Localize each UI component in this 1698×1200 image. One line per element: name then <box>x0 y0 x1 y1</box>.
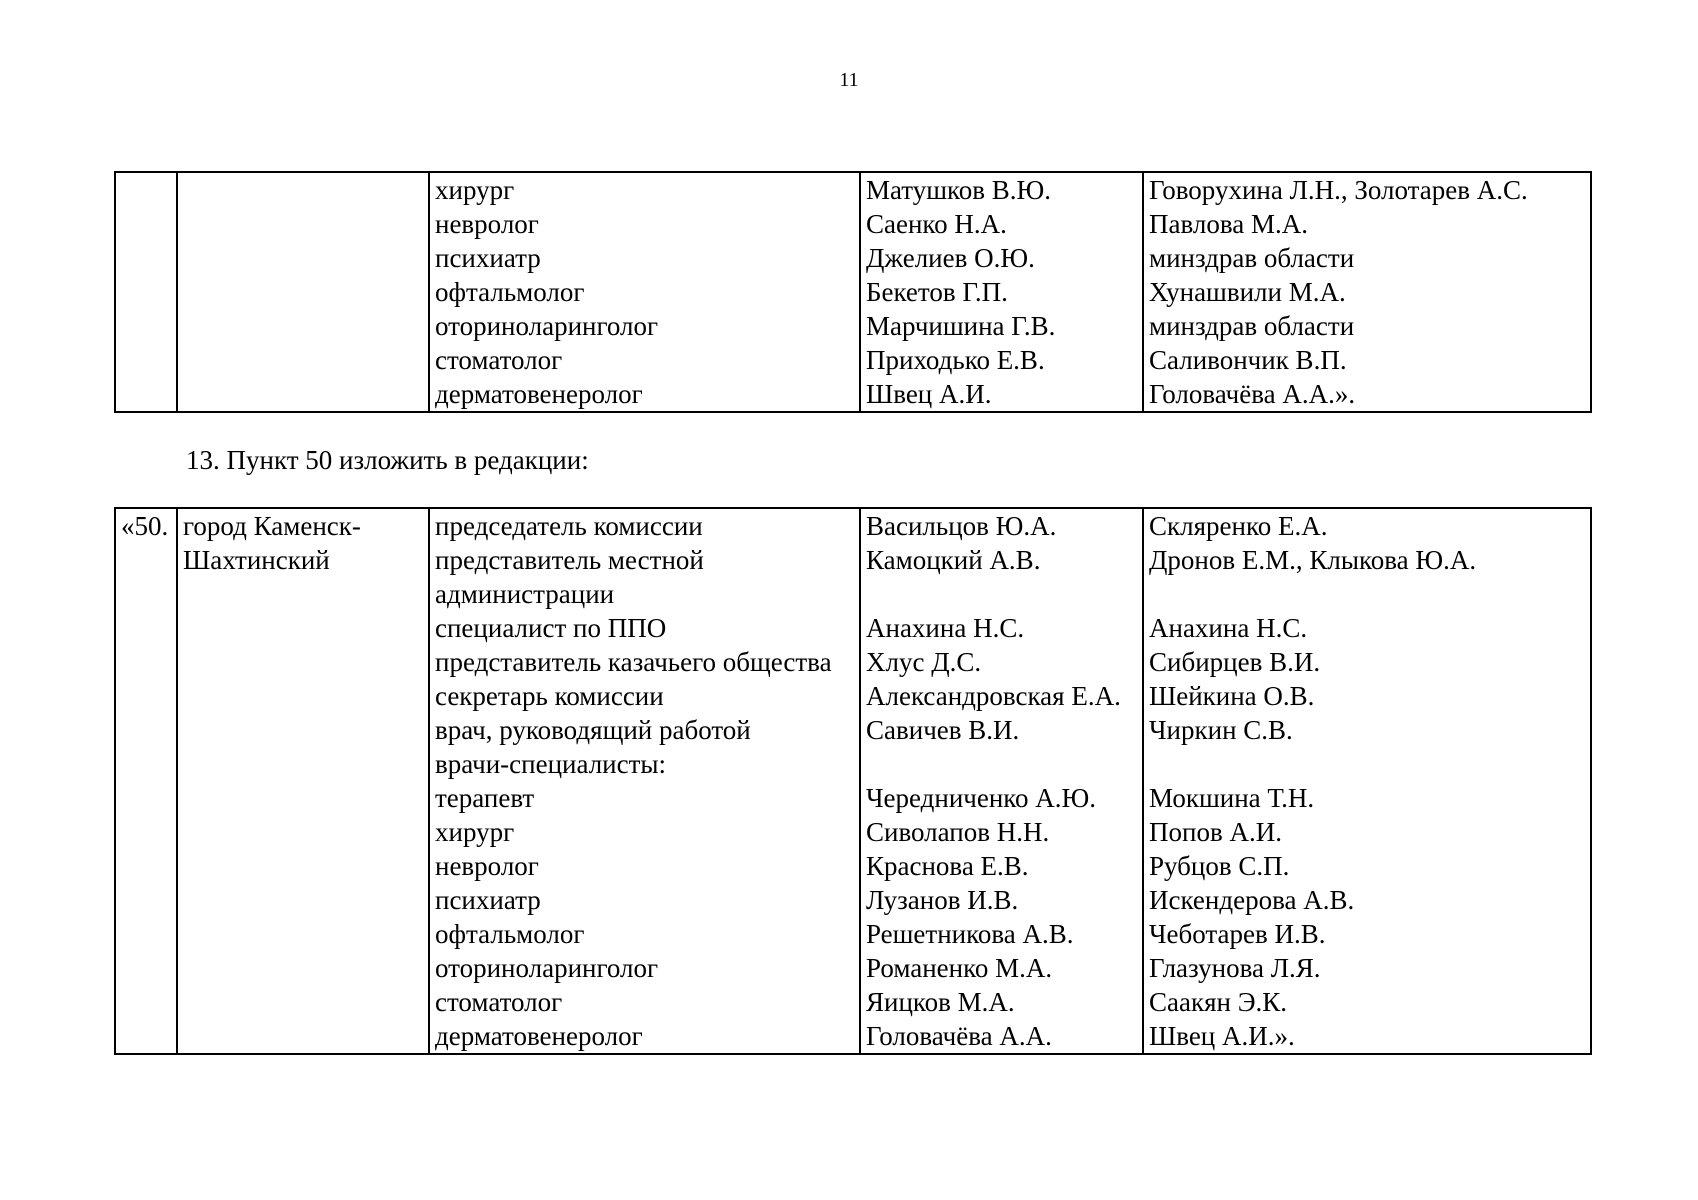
reserve-neurologist: Рубцов С.П. <box>1149 851 1290 881</box>
role-chair: председатель комиссии <box>435 511 703 541</box>
member-ophthalmologist: Решетникова А.В. <box>866 919 1074 949</box>
member-dermatologist: Головачёва А.А. <box>866 1021 1052 1051</box>
table-row <box>115 508 1591 1054</box>
city-name-line: Шахтинский <box>183 545 330 575</box>
reserve-psychiatrist: Искендерова А.В. <box>1149 885 1355 915</box>
number-cell <box>115 508 177 1054</box>
list-item: офтальмолог <box>435 277 585 307</box>
role-cossack: представитель казачьего общества <box>435 647 832 677</box>
reserve-ent: Глазунова Л.Я. <box>1149 953 1321 983</box>
list-item: Бекетов Г.П. <box>866 277 1008 307</box>
spacer <box>1149 747 1585 781</box>
role-surgeon: хирург <box>435 817 515 847</box>
paragraph-13: 13. Пункт 50 изложить в редакции: <box>186 445 589 475</box>
role-psychiatrist: психиатр <box>435 885 541 915</box>
list-item: хирург <box>435 175 515 205</box>
list-item: Матушков В.Ю. <box>866 175 1052 205</box>
role-dermatologist: дерматовенеролог <box>435 1021 643 1051</box>
role-therapist: терапевт <box>435 783 535 813</box>
reserve-dermatologist: Швец А.И.». <box>1149 1021 1295 1051</box>
list-item: минздрав области <box>1149 243 1355 273</box>
role-doctor-lead: врач, руководящий работой <box>435 715 751 745</box>
list-item: Швец А.И. <box>866 379 992 409</box>
member-chair: Васильцов Ю.А. <box>866 511 1057 541</box>
list-item: Марчишина Г.В. <box>866 311 1056 341</box>
list-item: Саливончик В.П. <box>1149 345 1347 375</box>
spacer <box>866 577 1137 611</box>
reserve-ophthalmologist: Чеботарев И.В. <box>1149 919 1326 949</box>
member-cell <box>860 508 1143 1054</box>
member-admin: Камоцкий А.В. <box>866 545 1041 575</box>
role-admin: представитель местной <box>435 545 704 575</box>
member-cossack: Хлус Д.С. <box>866 647 982 677</box>
role-neurologist: невролог <box>435 851 539 881</box>
table-row <box>115 172 1591 412</box>
spacer <box>866 747 1137 781</box>
list-item: Павлова М.А. <box>1149 209 1308 239</box>
reserve-chair: Скляренко Е.А. <box>1149 511 1328 541</box>
city-cell <box>177 172 429 412</box>
list-item: оториноларинголог <box>435 311 659 341</box>
city-name-line: город Каменск- <box>183 511 361 541</box>
member-ppo: Анахина Н.С. <box>866 613 1025 643</box>
reserve-therapist: Мокшина Т.Н. <box>1149 783 1315 813</box>
role-dentist: стоматолог <box>435 987 563 1017</box>
list-item: стоматолог <box>435 345 563 375</box>
member-neurologist: Краснова Е.В. <box>866 851 1029 881</box>
reserve-cell <box>1143 508 1591 1054</box>
reserve-ppo: Анахина Н.С. <box>1149 613 1308 643</box>
role-cell <box>429 508 860 1054</box>
role-ent: оториноларинголог <box>435 953 659 983</box>
reserve-cossack: Сибирцев В.И. <box>1149 647 1321 677</box>
page-number: 11 <box>839 69 859 91</box>
role-ophthalmologist: офтальмолог <box>435 919 585 949</box>
member-psychiatrist: Лузанов И.В. <box>866 885 1019 915</box>
item-number: «50. <box>121 511 169 541</box>
list-item: минздрав области <box>1149 311 1355 341</box>
member-doctor-lead: Савичев В.И. <box>866 715 1020 745</box>
spacer <box>1149 577 1585 611</box>
list-item: невролог <box>435 209 539 239</box>
commission-table-continued <box>114 171 1592 413</box>
member-ent: Романенко М.А. <box>866 953 1053 983</box>
role-ppo: специалист по ППО <box>435 613 667 643</box>
list-item: Джелиев О.Ю. <box>866 243 1035 273</box>
number-cell <box>115 172 177 412</box>
member-dentist: Яицков М.А. <box>866 987 1015 1017</box>
reserve-doctor-lead: Чиркин С.В. <box>1149 715 1293 745</box>
member-surgeon: Сиволапов Н.Н. <box>866 817 1050 847</box>
member-cell <box>860 172 1143 412</box>
role-cell <box>429 172 860 412</box>
list-item: Говорухина Л.Н., Золотарев А.С. <box>1149 175 1528 205</box>
role-admin-cont: администрации <box>435 579 615 609</box>
reserve-secretary: Шейкина О.В. <box>1149 681 1315 711</box>
reserve-admin: Дронов Е.М., Клыкова Ю.А. <box>1149 545 1477 575</box>
reserve-cell <box>1143 172 1591 412</box>
member-secretary: Александровская Е.А. <box>866 681 1121 711</box>
list-item: Головачёва А.А.». <box>1149 379 1356 409</box>
list-item: Хунашвили М.А. <box>1149 277 1346 307</box>
city-cell <box>177 508 429 1054</box>
list-item: дерматовенеролог <box>435 379 643 409</box>
reserve-dentist: Саакян Э.К. <box>1149 987 1288 1017</box>
list-item: психиатр <box>435 243 541 273</box>
list-item: Саенко Н.А. <box>866 209 1007 239</box>
list-item: Приходько Е.В. <box>866 345 1045 375</box>
commission-table-item-50 <box>114 507 1592 1055</box>
role-specialists-header: врачи-специалисты: <box>435 749 667 779</box>
role-secretary: секретарь комиссии <box>435 681 664 711</box>
reserve-surgeon: Попов А.И. <box>1149 817 1282 847</box>
member-therapist: Чередниченко А.Ю. <box>866 783 1097 813</box>
